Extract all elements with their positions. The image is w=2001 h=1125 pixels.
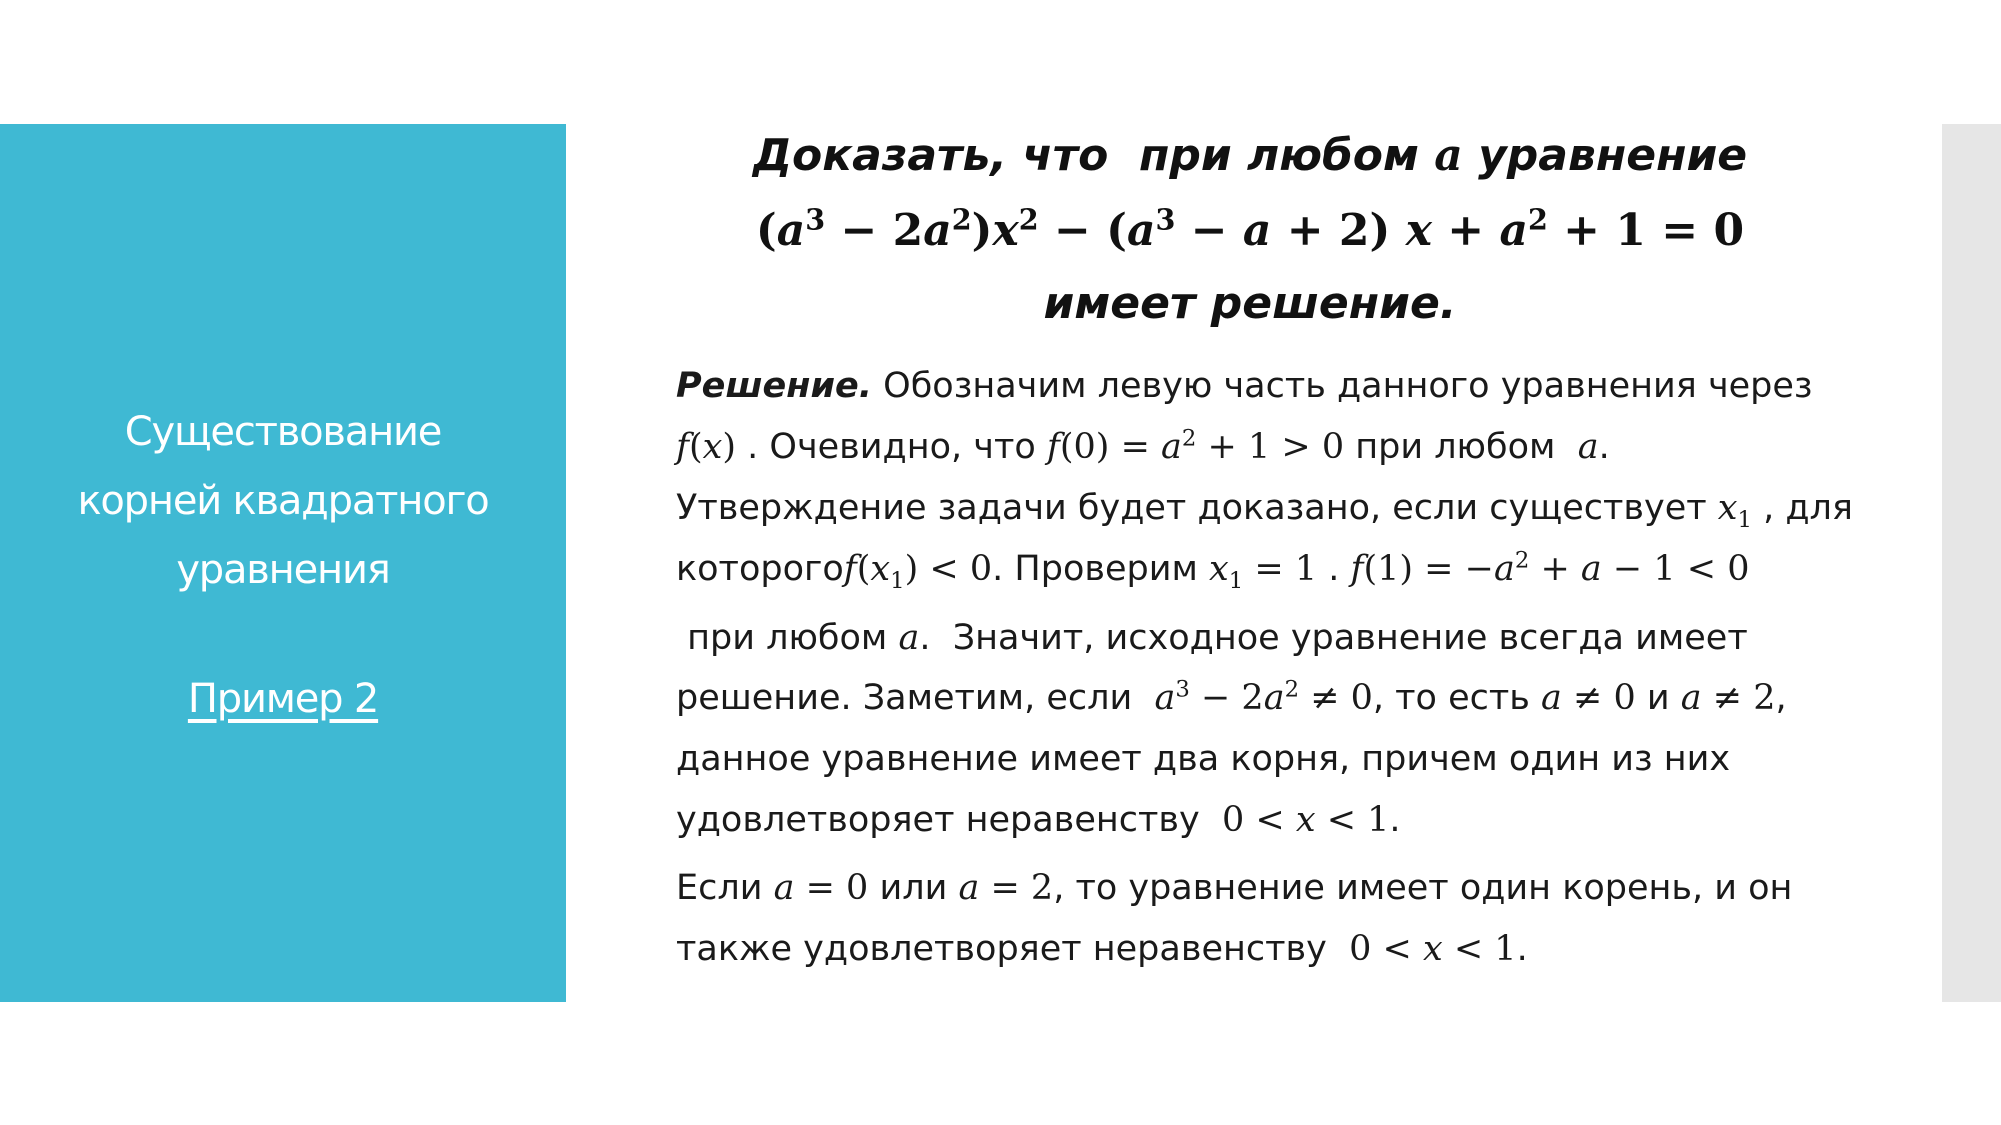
solution-line-9: Если a = 0 или a = 2, то уравнение имеет один корень, и он [676, 868, 1793, 908]
solution-line-5: при любом a. Значит, исходное уравнение всегда имеет [676, 618, 1748, 658]
solution-line-6: решение. Заметим, если $a^3 - 2a^2 \ne 0$, то есть a ≠ 0 и a ≠ 2, [676, 676, 1787, 718]
problem-statement-line-1: Доказать, что при любом a уравнение [752, 130, 1748, 181]
example-link[interactable]: Пример 2 [187, 676, 379, 722]
solution-line-3: Утверждение задачи будет доказано, если существует $x_1$ , для [676, 488, 1853, 533]
solution-line-7: данное уравнение имеет два корня, причем один из них [676, 739, 1731, 779]
problem-equation: $(a^3 - 2a^2)x^2 - (a^3 - a + 2) x + a^2 + 1 = 0$ [755, 202, 1745, 256]
section-title: Существование корней квадратного уравнения [77, 409, 489, 593]
solution-line-4: $которогоf(x_1) < 0$. Проверим $x_1 = 1$ . $f(1) = -a^2 + a - 1 < 0$ [676, 547, 1750, 594]
solution-line-10: также удовлетворяет неравенству 0 < x < 1. [676, 929, 1528, 969]
solution-line-1: Решение. Обозначим левую часть данного уравнения через [676, 366, 1813, 406]
right-decorative-strip [1942, 124, 2001, 1002]
solution-line-2: f(x) . Очевидно, что $f(0) = a^2 + 1 > 0$ при любом a. [676, 425, 1610, 467]
solution-line-8: удовлетворяет неравенству 0 < x < 1. [676, 800, 1401, 840]
problem-statement-line-3: имеет решение. [1043, 278, 1457, 329]
